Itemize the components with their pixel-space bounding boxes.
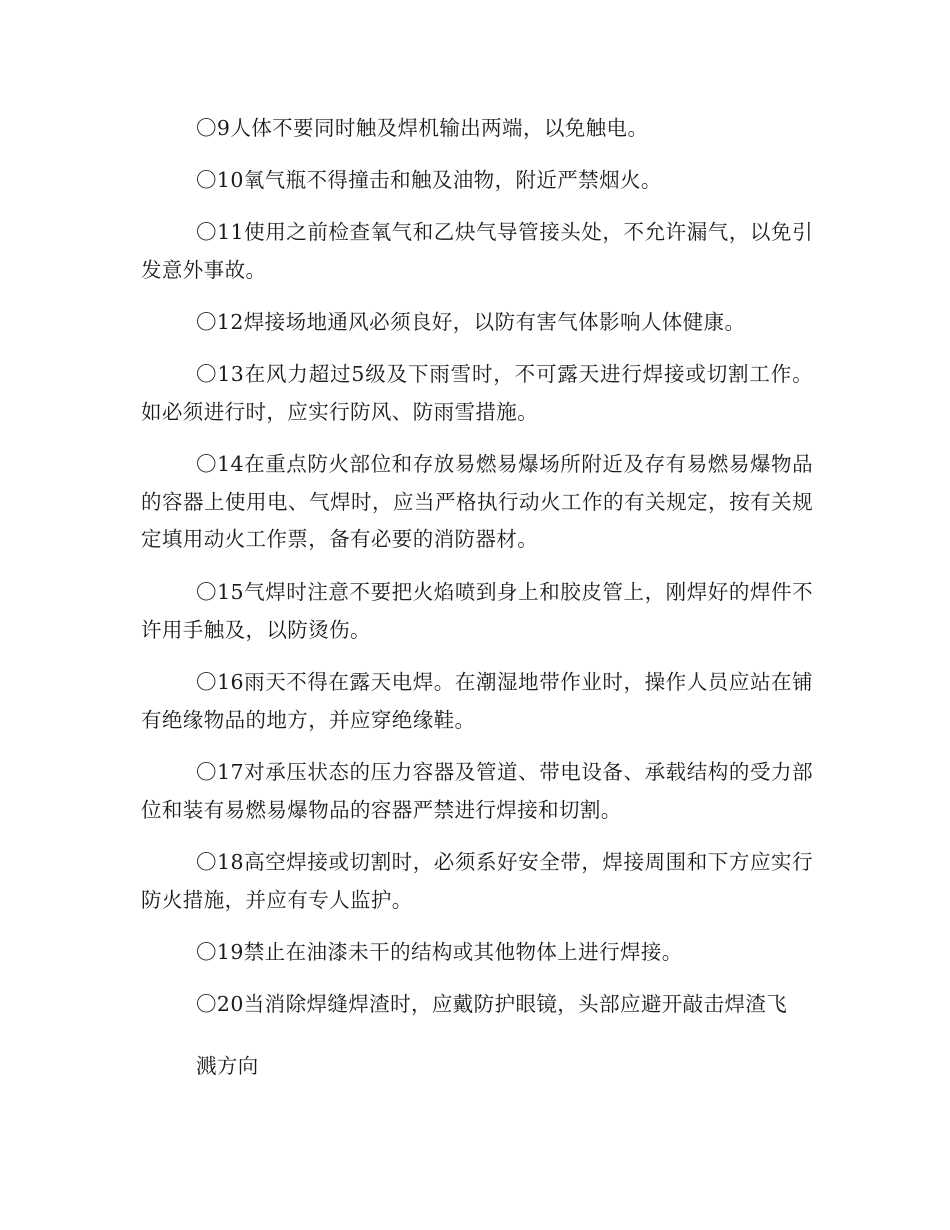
paragraph-item-10: 〇10氧气瓶不得撞击和触及油物，附近严禁烟火。 [196, 168, 662, 192]
paragraph-item-17: 〇17对承压状态的压力容器及管道、带电设备、承载结构的受力部位和装有易燃易爆物品的容器严禁进行焊接和切割。 [141, 760, 813, 822]
paragraph-item-18: 〇18高空焊接或切割时，必须系好安全带，焊接周围和下方应实行防火措施，并应有专人监护。 [141, 850, 813, 912]
paragraph-item-20-line1: 〇20当消除焊缝焊渣时，应戴防护眼镜，头部应避开敲击焊渣飞 [196, 992, 788, 1016]
paragraph-item-9: 〇9人体不要同时触及焊机输出两端，以免触电。 [196, 116, 649, 140]
paragraph-item-11: 〇11使用之前检查氧气和乙炔气导管接头处，不允许漏气，以免引发意外事故。 [141, 220, 813, 282]
paragraph-item-15: 〇15气焊时注意不要把火焰喷到身上和胶皮管上，刚焊好的焊件不许用手触及，以防烫伤。 [141, 580, 813, 642]
paragraph-item-16: 〇16雨天不得在露天电焊。在潮湿地带作业时，操作人员应站在铺有绝缘物品的地方，并应穿绝缘鞋。 [141, 670, 813, 732]
paragraph-item-20-line2: 溅方向 [196, 1053, 259, 1078]
paragraph-item-14: 〇14在重点防火部位和存放易燃易爆场所附近及存有易燃易爆物品的容器上使用电、气焊时，应当严格执行动火工作的有关规定，按有关规定填用动火工作票，备有必要的消防器材。 [141, 452, 813, 551]
paragraph-item-19: 〇19禁止在油漆未干的结构或其他物体上进行焊接。 [196, 940, 683, 964]
paragraph-item-12: 〇12焊接场地通风必须良好，以防有害气体影响人体健康。 [196, 310, 746, 334]
paragraph-item-20 [196, 986, 813, 1085]
paragraph-item-13: 〇13在风力超过5级及下雨雪时，不可露天进行焊接或切割工作。如必须进行时，应实行防风、防雨雪措施。 [141, 362, 813, 424]
